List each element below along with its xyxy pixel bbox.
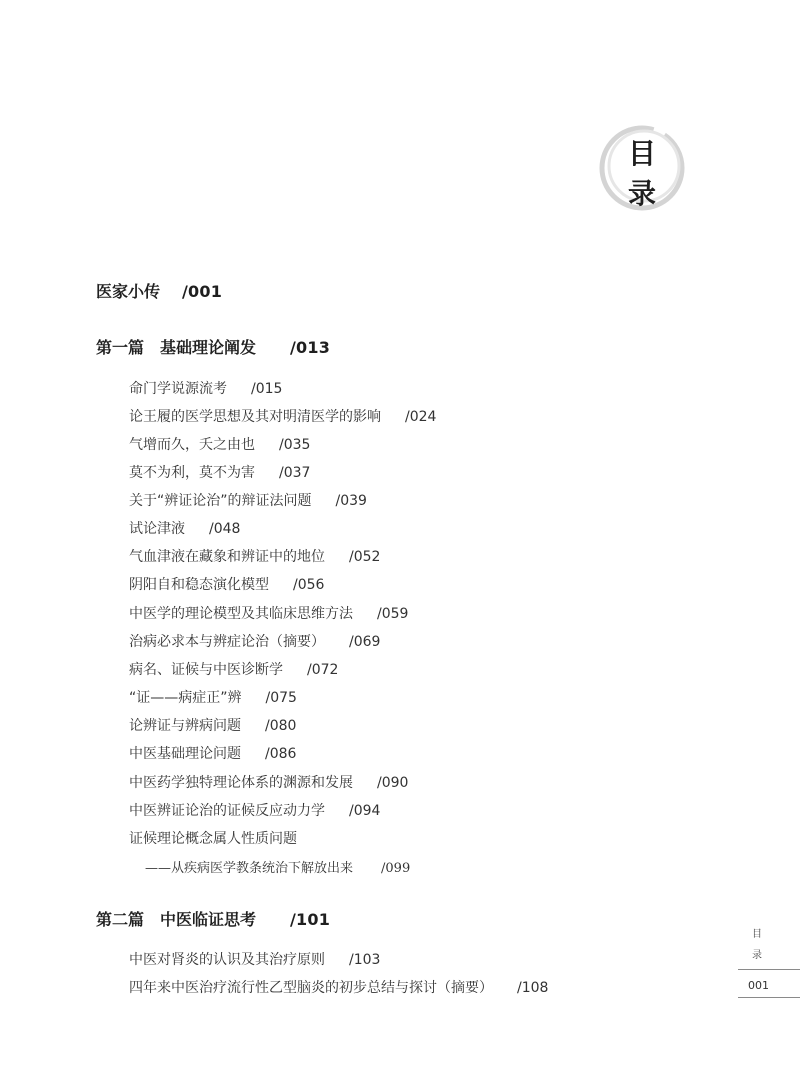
entry-title: 试论津液 (129, 521, 185, 537)
entry-title: 论王履的医学思想及其对明清医学的影响 (129, 409, 381, 425)
entry-title: 气血津液在藏象和辨证中的地位 (129, 549, 325, 565)
entry-page: /094 (349, 803, 381, 819)
entry-page: /056 (293, 577, 325, 593)
entry-page: /059 (377, 606, 409, 622)
toc-entry[interactable] (129, 603, 408, 623)
toc-entry[interactable] (129, 659, 338, 679)
entry-page: /048 (209, 521, 241, 537)
entry-page: /090 (377, 775, 409, 791)
entry-page: /099 (381, 861, 411, 876)
entry-title: 中医对肾炎的认识及其治疗原则 (129, 952, 325, 968)
entry-title: 中医辨证论治的证候反应动力学 (129, 803, 325, 819)
entry-page: /080 (265, 718, 297, 734)
entry-subtitle: ——从疾病医学教条统治下解放出来 (145, 861, 354, 876)
toc-entry[interactable] (129, 406, 436, 426)
toc-entry[interactable] (129, 518, 240, 538)
page-number: 001 (748, 979, 769, 992)
toc-entry[interactable] (129, 574, 324, 594)
section-heading[interactable] (96, 335, 330, 358)
entry-title: 气增而久，夭之由也 (129, 437, 255, 453)
toc-entry[interactable] (129, 977, 548, 997)
section-title: 医家小传 (96, 282, 161, 301)
entry-page: /069 (349, 634, 381, 650)
entry-title: 证候理论概念属人性质问题 (129, 831, 297, 847)
entry-page: /015 (251, 381, 283, 397)
sidebar-divider (738, 997, 800, 998)
page-title-char-2: 录 (627, 177, 656, 210)
entry-title: 中医学的理论模型及其临床思维方法 (129, 606, 353, 622)
entry-title: 治病必求本与辨症论治（摘要） (129, 634, 325, 650)
section-title: 第二篇 中医临证思考 (96, 910, 257, 929)
entry-page: /037 (279, 465, 311, 481)
entry-title: 关于“辨证论治”的辩证法问题 (129, 493, 312, 509)
entry-title: 四年来中医治疗流行性乙型脑炎的初步总结与探讨（摘要） (129, 980, 493, 996)
entry-page: /086 (265, 746, 297, 762)
entry-title: 命门学说源流考 (129, 381, 227, 397)
entry-page: /072 (307, 662, 339, 678)
toc-entry[interactable] (129, 490, 367, 510)
toc-entry[interactable] (129, 949, 380, 969)
section-title: 第一篇 基础理论阐发 (96, 338, 257, 357)
toc-entry[interactable] (129, 687, 297, 707)
toc-entry[interactable] (129, 631, 380, 651)
toc-entry[interactable] (129, 772, 408, 792)
sidebar-divider (738, 969, 800, 970)
running-header-char-2: 录 (752, 950, 762, 961)
section-page: /001 (182, 282, 223, 301)
entry-page: /103 (349, 952, 381, 968)
entry-page: /035 (279, 437, 311, 453)
entry-title: “证——病症正”辨 (129, 690, 242, 706)
toc-entry[interactable] (129, 434, 310, 454)
entry-title: 中医基础理论问题 (129, 746, 241, 762)
entry-title: 莫不为利，莫不为害 (129, 465, 255, 481)
toc-entry[interactable] (129, 828, 297, 848)
page-title-char-1: 目 (627, 137, 656, 170)
section-heading[interactable] (96, 279, 222, 302)
entry-page: /075 (265, 690, 297, 706)
entry-title: 阴阳自和稳态演化模型 (129, 577, 269, 593)
toc-entry[interactable] (129, 743, 296, 763)
section-page: /101 (290, 910, 331, 929)
entry-page: /052 (349, 549, 381, 565)
entry-title: 病名、证候与中医诊断学 (129, 662, 283, 678)
toc-entry[interactable] (129, 800, 380, 820)
toc-entry[interactable] (129, 546, 380, 566)
entry-page: /108 (517, 980, 549, 996)
entry-title: 中医药学独特理论体系的渊源和发展 (129, 775, 353, 791)
entry-page: /039 (335, 493, 367, 509)
toc-entry-subtitle[interactable] (145, 857, 410, 876)
section-heading[interactable] (96, 907, 330, 930)
entry-page: /024 (405, 409, 437, 425)
toc-entry[interactable] (129, 378, 282, 398)
running-header-char-1: 目 (752, 929, 762, 940)
entry-title: 论辨证与辨病问题 (129, 718, 241, 734)
toc-entry[interactable] (129, 462, 310, 482)
section-page: /013 (290, 338, 331, 357)
toc-entry[interactable] (129, 715, 296, 735)
